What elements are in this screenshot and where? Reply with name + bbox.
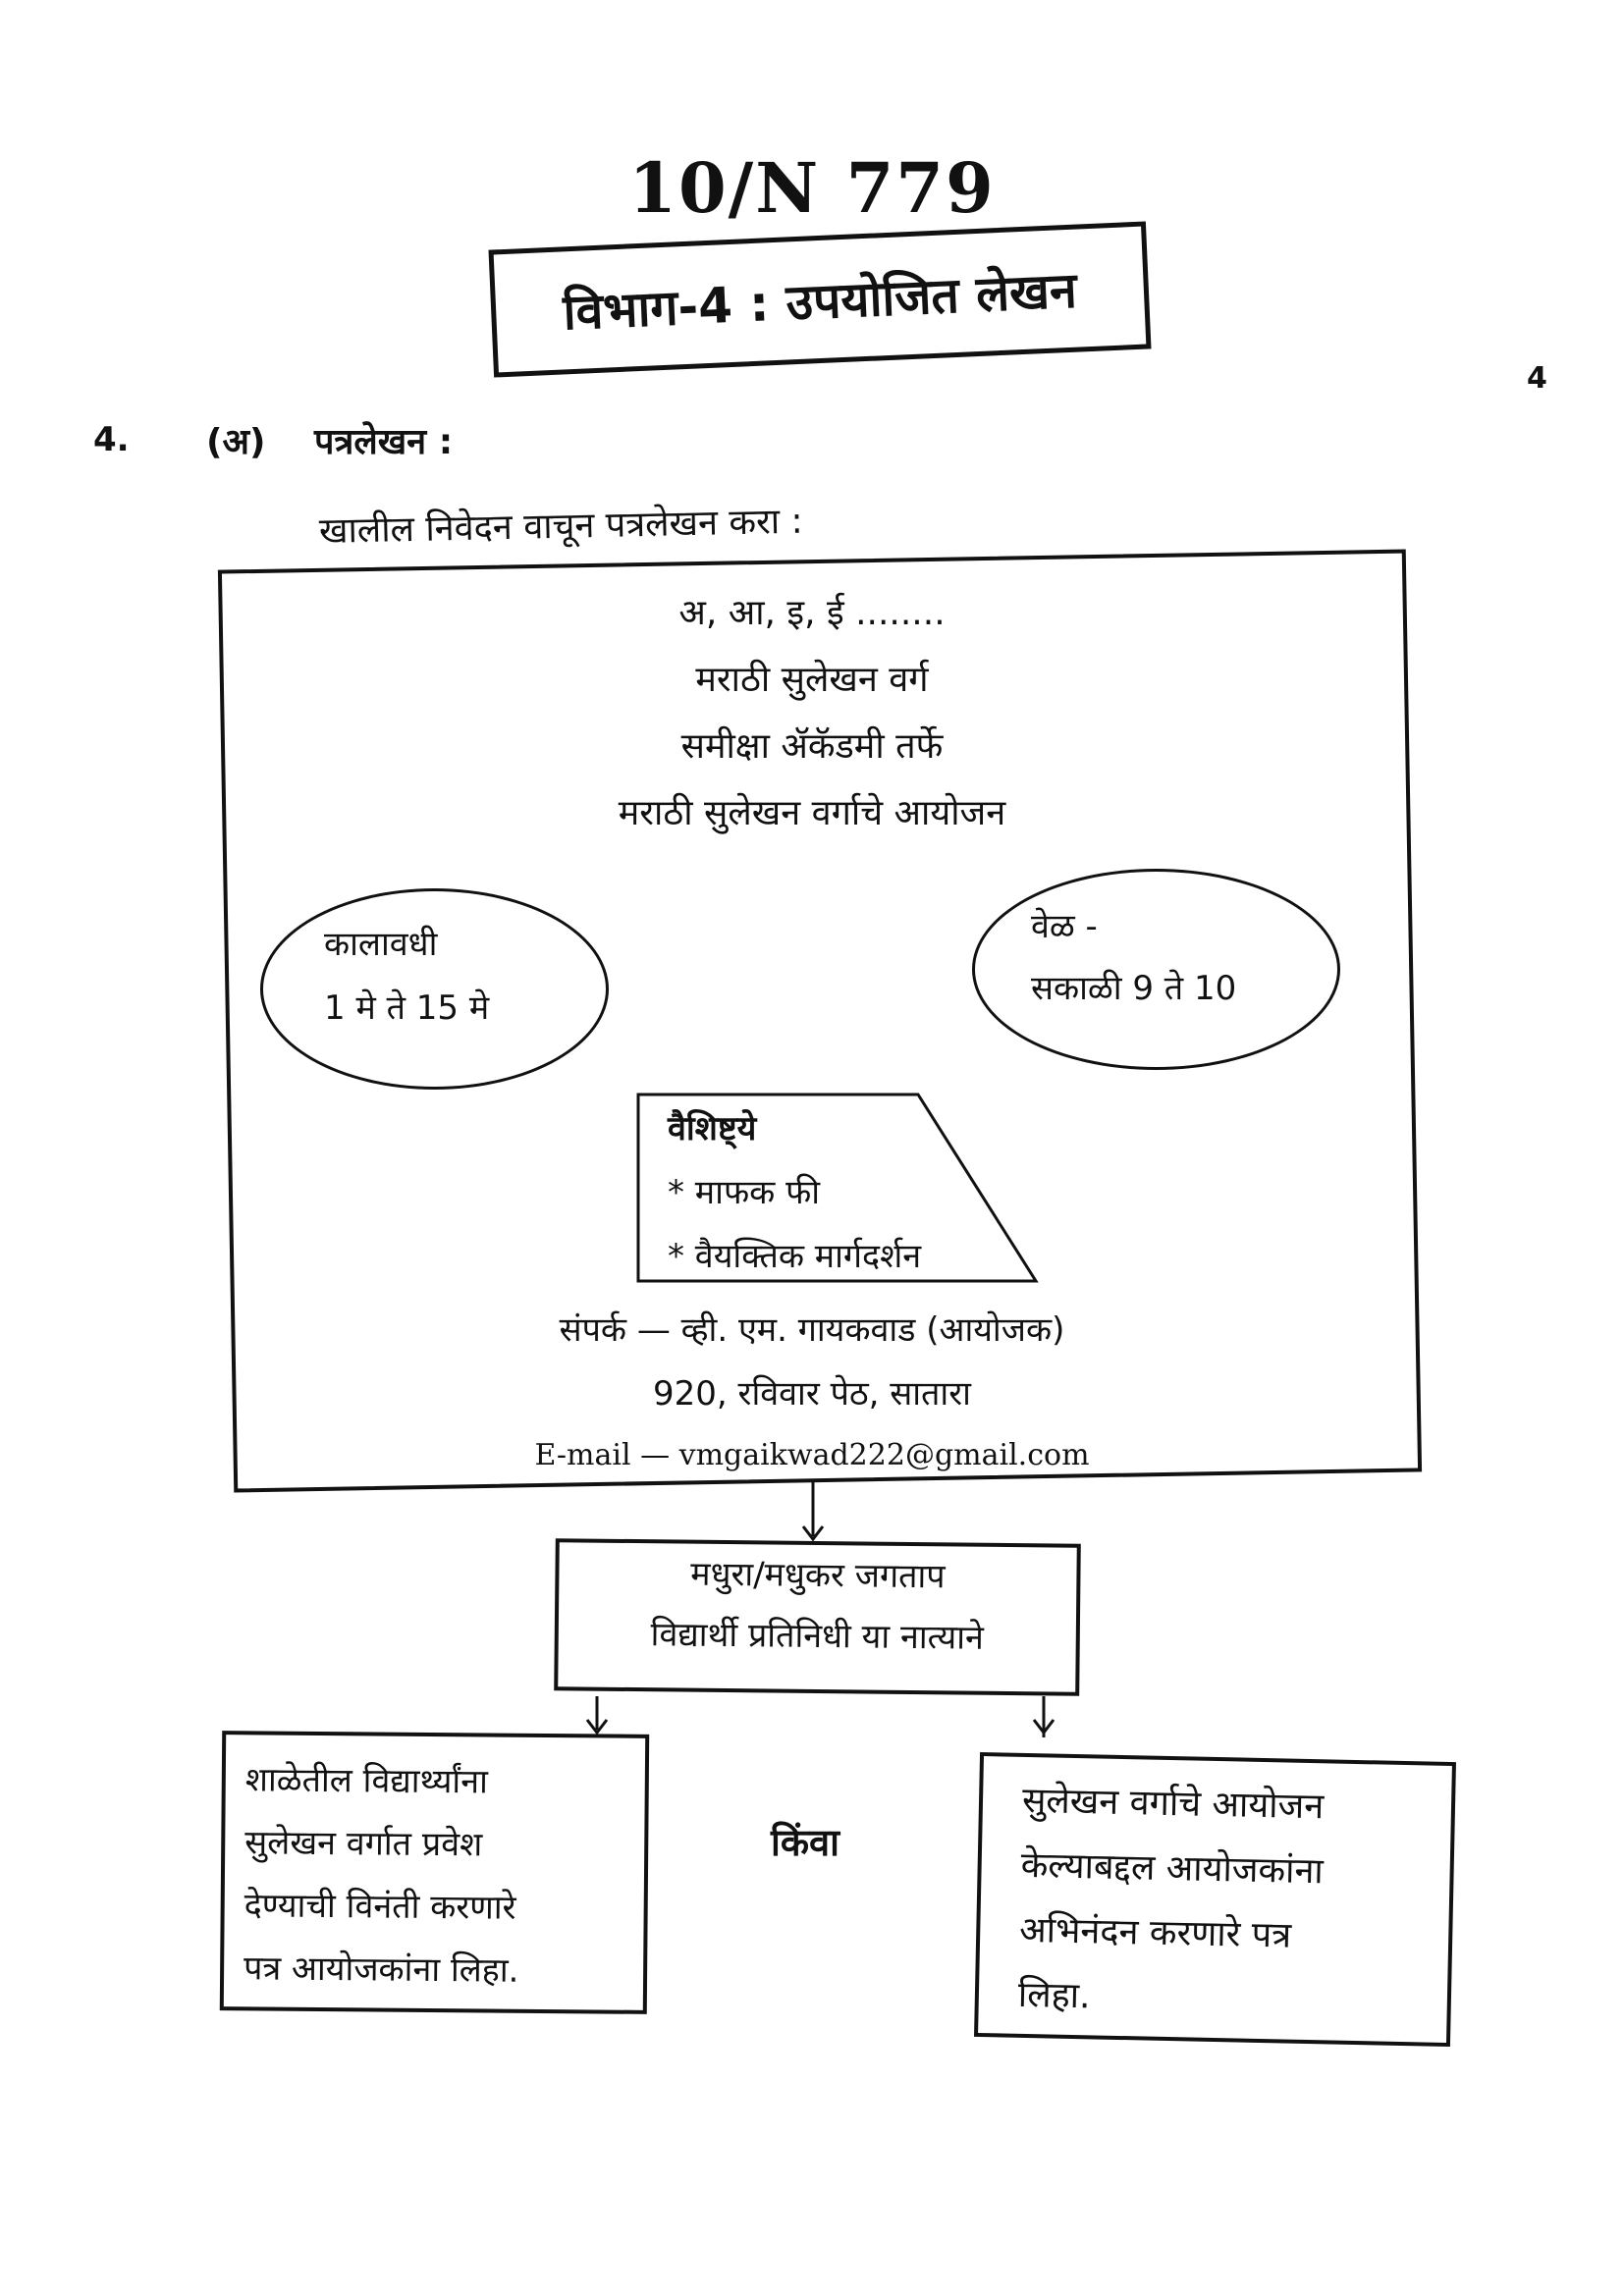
section-title: विभाग-4 : उपयोजित लेखन: [562, 261, 1078, 342]
time-label: वेळ -: [1031, 907, 1098, 946]
option-left-line: देण्याची विनंती करणारे: [244, 1886, 516, 1928]
question-title: पत्रलेखन :: [314, 422, 454, 462]
address-line: 920, रविवार पेठ, सातारा: [653, 1374, 971, 1414]
time-value: सकाळी 9 ते 10: [1031, 969, 1237, 1008]
option-right-line: केल्याबद्दल आयोजकांना: [1020, 1844, 1325, 1893]
features-title: वैशिष्ट्ये: [668, 1109, 757, 1148]
duration-label: कालावधी: [324, 925, 438, 964]
option-right-line: सुलेखन वर्गाचे आयोजन: [1021, 1780, 1325, 1828]
question-instruction: खालील निवेदन वाचून पत्रलेखन करा :: [318, 501, 804, 552]
option-left-line: शाळेतील विद्यार्थ्यांना: [244, 1760, 489, 1802]
notice-line-2: मराठी सुलेखन वर्ग: [695, 660, 929, 700]
option-left-line: सुलेखन वर्गात प्रवेश: [244, 1823, 483, 1865]
writer-name: मधुरा/मधुकर जगताप: [690, 1554, 946, 1597]
option-left-line: पत्र आयोजकांना लिहा.: [243, 1949, 519, 1991]
contact-line: संपर्क — व्ही. एम. गायकवाड (आयोजक): [559, 1310, 1065, 1350]
option-left-box: [220, 1731, 649, 2014]
question-sub-label: (अ): [206, 422, 266, 462]
feature-item: * माफक फी: [668, 1173, 821, 1212]
option-right-box: [974, 1752, 1456, 2047]
email-line: E-mail — vmgaikwad222@gmail.com: [534, 1438, 1090, 1472]
option-right-line: लिहा.: [1017, 1974, 1091, 2017]
option-right-line: अभिनंदन करणारे पत्र: [1018, 1909, 1292, 1956]
or-label: किंवा: [771, 1821, 839, 1864]
page-marker: 4: [1527, 361, 1547, 396]
notice-line-1: अ, आ, इ, ई ........: [678, 593, 946, 633]
section-title-box: [488, 221, 1151, 377]
writer-role: विद्यार्थी प्रतिनिधी या नात्याने: [650, 1615, 985, 1658]
notice-line-4: मराठी सुलेखन वर्गाचे आयोजन: [618, 793, 1006, 833]
writer-box: [554, 1538, 1081, 1696]
notice-line-3: समीक्षा ॲकॅडमी तर्फे: [680, 726, 944, 767]
duration-value: 1 मे ते 15 मे: [324, 988, 490, 1028]
feature-item: * वैयक्तिक मार्गदर्शन: [668, 1237, 922, 1276]
question-number: 4.: [93, 420, 130, 459]
paper-code: 10/N 779: [628, 147, 996, 229]
